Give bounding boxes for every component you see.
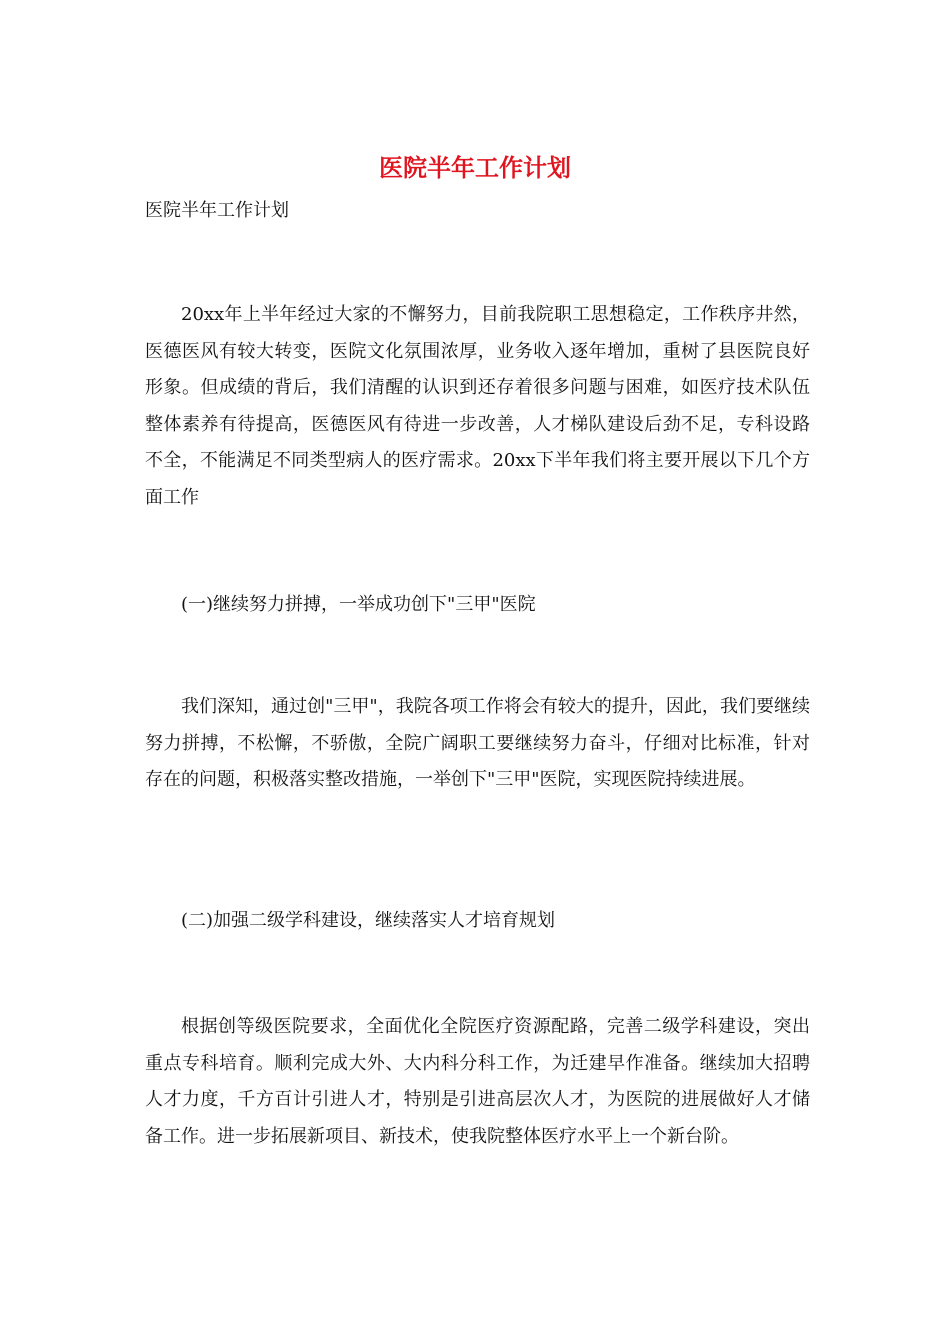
paragraph-section-2: 根据创等级医院要求，全面优化全院医疗资源配路，完善二级学科建设，突出重点专科培育。顺利完成大外、大内科分科工作，为迁建早作准备。继续加大招聘人才力度，千方百计引进人才，特别是引进高层次人才，为医院的进展做好人才储备工作。进一步拓展新项目、新技术，使我院整体医疗水平上一个新台阶。	[145, 1016, 810, 1147]
section-heading-1: (一)继续努力拼搏，一举成功创下"三甲"医院	[181, 594, 536, 615]
document-subtitle: 医院半年工作计划	[145, 200, 289, 221]
section-heading-2: (二)加强二级学科建设，继续落实人才培育规划	[181, 910, 556, 931]
document-title: 医院半年工作计划	[379, 153, 571, 182]
paragraph-intro: 20xx年上半年经过大家的不懈努力，目前我院职工思想稳定，工作秩序井然，医德医风有较大转变，医院文化氛围浓厚，业务收入逐年增加，重树了县医院良好形象。但成绩的背后，我们清醒的认识到还存着很多问题与困难，如医疗技术队伍整体素养有待提高，医德医风有待进一步改善，人才梯队建设后劲不足，专科设路不全，不能满足不同类型病人的医疗需求。20xx下半年我们将主要开展以下几个方面工作	[145, 304, 810, 508]
paragraph-section-1: 我们深知，通过创"三甲"，我院各项工作将会有较大的提升，因此，我们要继续努力拼搏，不松懈，不骄傲，全院广阔职工要继续努力奋斗，仔细对比标准，针对存在的问题，积极落实整改措施，一举创下"三甲"医院，实现医院持续进展。	[145, 696, 810, 790]
